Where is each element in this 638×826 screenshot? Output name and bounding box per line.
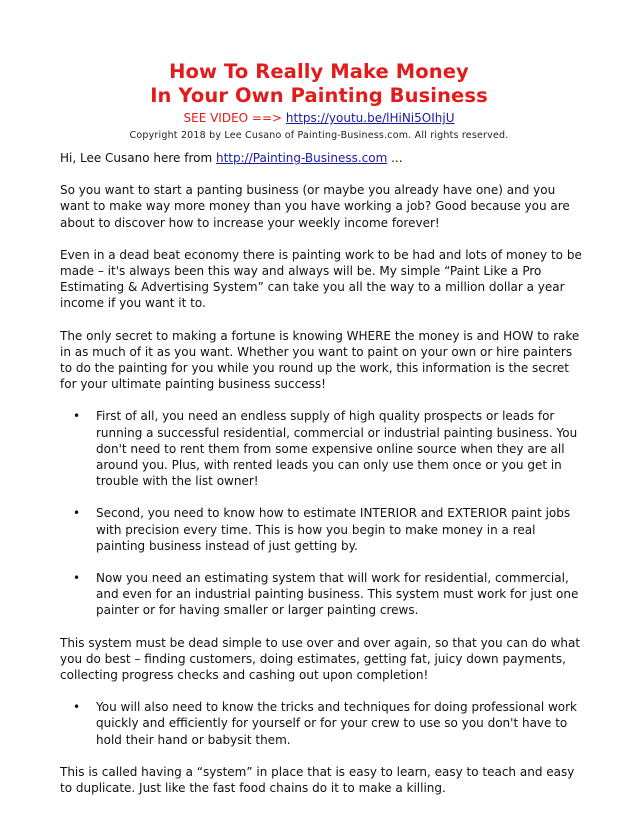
bullet-icon: •	[73, 409, 81, 424]
paragraph: The only secret to making a fortune is knowing WHERE the money is and HOW to rake in as much of it as you want. Whether you want to paint on your own or hire painters to do the painting for you while you round up the work, this information is the secret for your ultimate painting business success!	[60, 328, 580, 392]
copyright-notice: Copyright 2018 by Lee Cusano of Painting-Business.com. All rights reserved.	[129, 130, 509, 141]
paragraph: Even in a dead beat economy there is painting work to be had and lots of money to be made – it's always been this way and always will be. My simple “Paint Like a Pro Estimating & Advertising System” can take you all the way to a million dollar a year income if you want it to.	[60, 247, 582, 311]
title-line-1: How To Really Make Money	[169, 60, 469, 83]
video-link[interactable]: https://youtu.be/lHiNi5OIhjU	[285, 111, 455, 125]
list-item-text: You will also need to know the tricks and techniques for doing professional work quickly and efficiently for yourself or for your crew to use so you don't have to hold their hand or babysit them.	[96, 700, 578, 747]
paragraph: So you want to start a panting business (or maybe you already have one) and you want to make way more money than you have working a job? Good because you are about to discover how to increase your weekly income forever!	[60, 183, 570, 230]
list-item	[73, 699, 582, 748]
bullet-icon: •	[73, 506, 81, 521]
list-item-text: Second, you need to know how to estimate INTERIOR and EXTERIOR paint jobs with precision every time. This is how you begin to make money in a real painting business instead of just getting by.	[96, 506, 571, 553]
paragraph: This system must be dead simple to use over and over again, so that you can do what you do best – finding customers, doing estimates, getting fat, juicy down payments, collecting progress checks and cashing out upon completion!	[60, 635, 581, 683]
title-line-2: In Your Own Painting Business	[150, 84, 488, 107]
bullet-list	[60, 408, 582, 618]
list-item-text: Now you need an estimating system that will work for residential, commercial, and even for an industrial painting business. This system must work for just one painter or for having smaller or larger painting crews.	[96, 571, 579, 618]
bullet-list	[60, 699, 582, 748]
website-link[interactable]: http://Painting-Business.com	[216, 151, 388, 165]
list-item	[73, 408, 582, 489]
paragraph: This is called having a “system” in place that is easy to learn, easy to teach and easy to duplicate. Just like the fast food chains do it to make a killing.	[60, 764, 575, 796]
list-item	[73, 505, 582, 554]
video-prefix: SEE VIDEO ==>	[183, 111, 286, 125]
intro-paragraph	[60, 150, 582, 166]
intro-text: Hi, Lee Cusano here from	[60, 151, 216, 165]
list-item-text: First of all, you need an endless supply of high quality prospects or leads for running a successful residential, commercial or industrial painting business. You don't need to rent them from some expensive online source when they are all around you. Plus, with rented leads you can only use them once or you get in trouble with the list owner!	[96, 409, 578, 489]
bullet-icon: •	[73, 571, 81, 586]
list-item	[73, 570, 582, 619]
intro-ellipsis: ...	[387, 151, 403, 165]
video-line	[0, 110, 638, 126]
document-header	[0, 60, 638, 143]
bullet-icon: •	[73, 700, 81, 715]
document-body	[60, 150, 582, 812]
